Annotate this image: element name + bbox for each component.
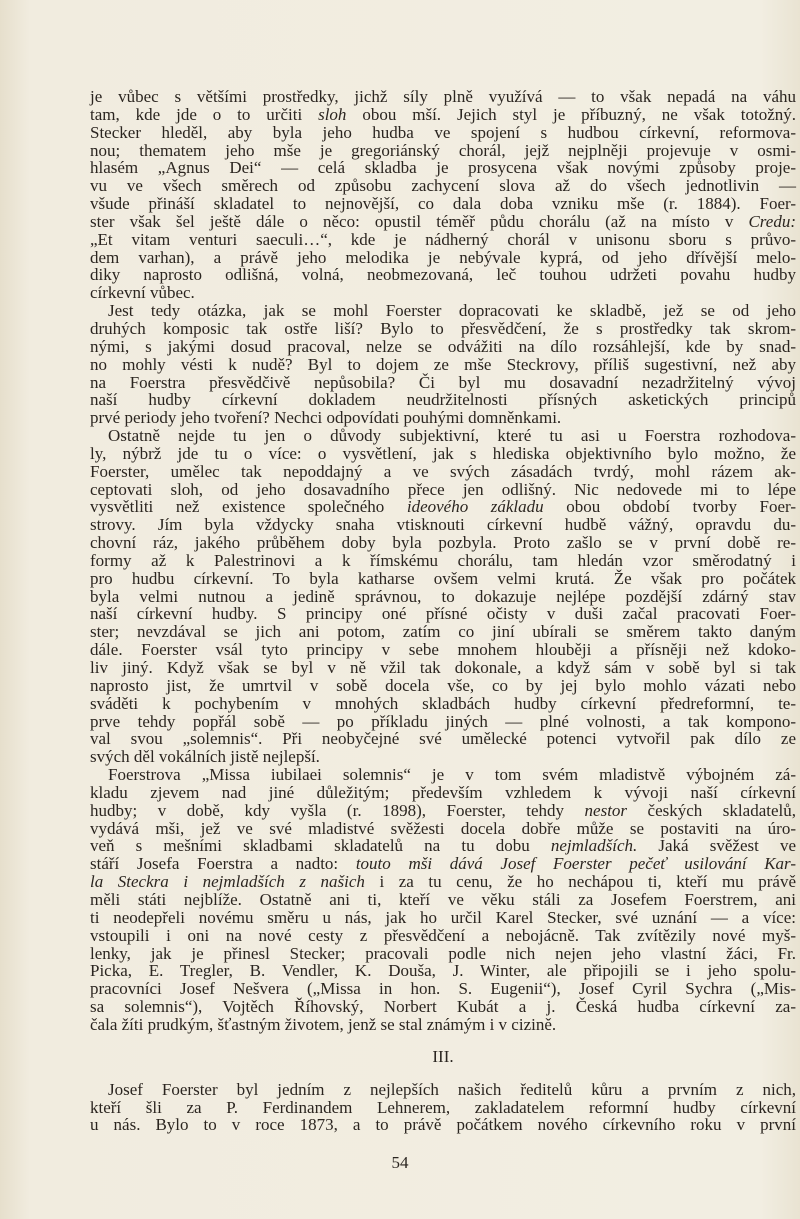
text-line bbox=[90, 623, 796, 641]
text-line bbox=[90, 338, 796, 356]
text-segment: formy až k Palestrinovi a k římskému chorálu, tam hledán vzor směrodatný i bbox=[90, 550, 796, 570]
paragraph bbox=[90, 427, 796, 766]
text-segment: druhých komposic tak ostře liší? Bylo to přesvědčení, že s prostředky tak skrom- bbox=[90, 318, 796, 338]
italic-text: Credu: bbox=[748, 211, 796, 231]
text-line bbox=[90, 391, 796, 409]
text-segment: vu ve všech směrech od způsobu zachycení slova až do všech jednotlivin — bbox=[90, 176, 796, 196]
text-segment: ster však šel ještě dále o něco: opustil téměř půdu chorálu (až na místo v bbox=[90, 211, 749, 231]
text-line bbox=[90, 516, 796, 534]
text-line bbox=[90, 962, 796, 980]
text-line bbox=[90, 231, 796, 249]
text-line bbox=[90, 177, 796, 195]
text-segment: hlasém „Agnus Dei“ — celá skladba je prosycena však novými způsoby proje- bbox=[90, 158, 796, 178]
text-line bbox=[90, 159, 796, 177]
text-line bbox=[90, 873, 796, 891]
text-segment: naší církevní hudby. S principy oné přísné očisty v duši začal pracovati Foer- bbox=[90, 604, 796, 624]
text-segment: ly, nýbrž jde tu o více: o vysvětlení, jak s hlediska objektivního bylo možno, že bbox=[90, 443, 796, 463]
page-number: 54 bbox=[391, 1153, 409, 1172]
text-segment: Jaká svěžest ve bbox=[637, 836, 797, 856]
text-segment: val svou „solemnis“. Při neobyčejné své umělecké potenci vytvořil pak dílo ze bbox=[90, 729, 796, 749]
text-segment: všude přináší skladatel to nejnovější, co dala doba vzniku mše (r. 1884). Foer- bbox=[90, 194, 796, 214]
text-line bbox=[90, 588, 796, 606]
italic-text: touto mši dává Josef Foerster pečeť usilování Kar- bbox=[355, 854, 796, 874]
text-line bbox=[90, 284, 796, 302]
text-segment: ti neodepřeli novému směru u nás, jak ho určil Karel Stecker, své uznání — a více: bbox=[90, 907, 796, 927]
text-line bbox=[90, 802, 796, 820]
text-line bbox=[90, 249, 796, 267]
text-segment: obou mší. Jejich styl je příbuzný, ne však totožný. bbox=[346, 104, 796, 124]
text-line bbox=[90, 1099, 796, 1117]
text-line bbox=[90, 534, 796, 552]
text-line bbox=[90, 124, 796, 142]
text-line bbox=[90, 730, 796, 748]
text-line bbox=[90, 374, 796, 392]
text-line bbox=[90, 88, 796, 106]
text-line bbox=[90, 837, 796, 855]
italic-text: nestor bbox=[584, 800, 628, 820]
italic-text: la Steckra i nejmladších z našich bbox=[90, 872, 365, 892]
text-segment: Stecker hleděl, aby byla jeho hudba ve spojení s hudbou církevní, reformova- bbox=[90, 122, 796, 142]
text-segment: Picka, E. Tregler, B. Vendler, K. Douša, J. Winter, ale připojili se i jeho spolu- bbox=[90, 961, 796, 981]
text-line bbox=[90, 320, 796, 338]
text-segment: čala žíti prudkým, šťastným životem, jenž se stal známým i v cizině. bbox=[90, 1014, 557, 1034]
text-segment: církevní vůbec. bbox=[90, 283, 195, 303]
text-segment: svých děl vokálních jistě nejlepší. bbox=[90, 747, 320, 767]
italic-text: ideového základu bbox=[406, 497, 544, 517]
text-segment: vstoupili i oni na nové cesty z přesvědčení a nebojácně. Tak zvítězily nové myš- bbox=[90, 925, 796, 945]
text-segment: kladu zjevem nad jiné důležitým; především vzhledem k vývoji naší církevní bbox=[90, 782, 796, 802]
section-paragraphs bbox=[90, 1081, 796, 1135]
text-segment: stáří Josefa Foerstra a nadto: bbox=[90, 854, 356, 874]
text-segment: lenky, jak je přinesl Stecker; pracovali podle nich nejen jeho vlastní žáci, Fr. bbox=[90, 943, 796, 963]
text-line bbox=[90, 195, 796, 213]
text-segment: nými, s jakými dosud pracoval, nelze se odvážiti na dílo rozsáhlejší, kde by snad- bbox=[90, 336, 796, 356]
text-line bbox=[90, 659, 796, 677]
text-line bbox=[90, 463, 796, 481]
text-line bbox=[90, 766, 796, 784]
text-segment: hudby; v době, kdy vyšla (r. 1898), Foerster, tehdy bbox=[90, 800, 585, 820]
text-segment: u nás. Bylo to v roce 1873, a to právě počátkem nového církevního roku v první bbox=[90, 1115, 796, 1135]
text-segment: byla velmi nutnou a jedině správnou, to dokazuje nejlépe pozdější zdárný stav bbox=[90, 586, 796, 606]
text-line bbox=[90, 445, 796, 463]
text-line bbox=[90, 855, 796, 873]
text-line bbox=[90, 356, 796, 374]
text-segment: veň s mešními skladbami skladatelů na tu dobu bbox=[90, 836, 551, 856]
text-segment: vysvětliti než existence společného bbox=[90, 497, 407, 517]
text-line bbox=[90, 695, 796, 713]
paragraph bbox=[90, 88, 796, 302]
text-line bbox=[90, 1016, 796, 1034]
paragraph bbox=[90, 1081, 796, 1135]
text-segment: strovy. Jím byla vždycky snaha vtisknouti církevní hudbě vážný, opravdu du- bbox=[90, 515, 796, 535]
text-segment: pro hudbu církevní. To byla katharse ovšem velmi krutá. Že však pro počátek bbox=[90, 568, 796, 588]
text-segment: nou; thematem jeho mše je gregoriánský chorál, jejž nejplněji projevuje v osmi- bbox=[90, 140, 796, 160]
text-segment: pracovníci Josef Nešvera („Missa in hon. S. Eugenii“), Josef Cyril Sychra („Mis- bbox=[90, 979, 796, 999]
text-segment: je vůbec s většími prostředky, jichž síly plně využívá — to však nepadá na váhu bbox=[90, 87, 796, 106]
text-segment: obou období tvorby Foer- bbox=[543, 497, 796, 517]
text-segment: dem varhan), a právě jeho melodika je nebývale kyprá, od jeho dřívější melo- bbox=[90, 247, 796, 267]
text-line bbox=[90, 481, 796, 499]
text-line bbox=[90, 927, 796, 945]
section-heading: III. bbox=[432, 1046, 454, 1066]
text-line bbox=[90, 302, 796, 320]
text-segment: Ostatně nejde tu jen o důvody subjektivní, které tu asi u Foerstra rozhodova- bbox=[108, 426, 796, 446]
text-line bbox=[90, 427, 796, 445]
text-segment: na Foerstra přesvědčivě nepůsobila? Či byl mu dosavadní nezadržitelný vývoj bbox=[90, 372, 796, 392]
text-segment: sváděti k pochybením v mnohých skladbách hudby církevní předreformní, te- bbox=[90, 693, 796, 713]
text-line bbox=[90, 945, 796, 963]
text-line bbox=[90, 570, 796, 588]
text-segment: Foerster, umělec tak nepoddajný a ve svých zásadách tvrdý, mohl rázem ak- bbox=[90, 461, 796, 481]
text-segment: českých skladatelů, bbox=[627, 800, 796, 820]
text-line bbox=[90, 980, 796, 998]
text-line bbox=[90, 409, 796, 427]
text-segment: prvé periody jeho tvoření? Nechci odpovídati pouhými domněnkami. bbox=[90, 408, 562, 428]
text-line bbox=[90, 820, 796, 838]
text-segment: ster; nevzdával se jich ani potom, zatím co jiní ubírali se směrem takto daným bbox=[90, 622, 796, 642]
paragraph bbox=[90, 302, 796, 427]
text-segment: prve tehdy popřál sobě — po příkladu jiných — plné volnosti, a tak kompono- bbox=[90, 711, 796, 731]
text-segment: Jest tedy otázka, jak se mohl Foerster dopracovati ke skladbě, jež se od jeho bbox=[108, 301, 796, 321]
text-line bbox=[90, 998, 796, 1016]
text-line bbox=[90, 784, 796, 802]
text-line bbox=[90, 909, 796, 927]
text-segment: no mohly vésti k nudě? Byl to dojem ze mše Steckrovy, příliš sugestivní, než aby bbox=[90, 354, 796, 374]
text-segment: dále. Foerster vsál tyto principy v sebe mnohem hlouběji a přísněji než kdoko- bbox=[90, 640, 796, 660]
text-segment: i za tu cenu, že ho nechápou ti, kteří mu právě bbox=[364, 872, 796, 892]
text-line bbox=[90, 641, 796, 659]
text-line bbox=[90, 106, 796, 124]
text-line bbox=[90, 713, 796, 731]
text-line bbox=[90, 891, 796, 909]
text-line bbox=[90, 498, 796, 516]
text-segment: Foerstrova „Missa iubilaei solemnis“ je v tom svém mladistvě výbojném zá- bbox=[108, 765, 796, 785]
text-segment: tam, kde jde o to určiti bbox=[90, 104, 319, 124]
italic-text: nejmladších. bbox=[550, 836, 638, 856]
text-line bbox=[90, 266, 796, 284]
text-line bbox=[90, 677, 796, 695]
text-segment: kteří šli za P. Ferdinandem Lehnerem, zakladatelem reformní hudby církevní bbox=[90, 1097, 796, 1117]
paragraph bbox=[90, 766, 796, 1034]
text-segment: Josef Foerster byl jedním z nejlepších našich ředitelů kůru a prvním z nich, bbox=[108, 1079, 796, 1099]
text-line bbox=[90, 552, 796, 570]
text-segment: sa solemnis“), Vojtěch Říhovský, Norbert Kubát a j. Česká hudba církevní za- bbox=[90, 997, 796, 1017]
body-text bbox=[90, 88, 796, 1134]
text-segment: naprosto jist, že umrtvil v sobě docela vše, co by jej bylo mohlo vázati nebo bbox=[90, 675, 796, 695]
text-line bbox=[90, 1116, 796, 1134]
italic-text: sloh bbox=[318, 104, 347, 124]
text-segment: chovní ráz, jakého průběhem doby byla pozbyla. Proto zašlo se v první době re- bbox=[90, 533, 796, 553]
text-segment: „Et vitam venturi saeculi…“, kde je nádherný chorál v unisonu sboru s průvo- bbox=[90, 229, 796, 249]
text-line bbox=[90, 213, 796, 231]
paragraphs bbox=[90, 88, 796, 1034]
text-segment: ceptovati sloh, od jeho dosavadního přece jen odlišný. Nic nedovede mi to lépe bbox=[90, 479, 796, 499]
text-segment: naší hudby církevní dokladem neudržitelnosti přísných asketických principů bbox=[90, 390, 796, 410]
text-segment: liv jiný. Když však se byl v ně vžil tak dokonale, a když sám v sobě byl si tak bbox=[90, 658, 796, 677]
text-line bbox=[90, 605, 796, 623]
text-segment: měli státi nejblíže. Ostatně ani ti, kteří ve věku stáli za Josefem Foerstrem, ani bbox=[90, 889, 796, 909]
text-segment: diky naprosto odlišná, volná, neobmezovaná, leč touhou udržeti povahu hudby bbox=[90, 265, 796, 285]
text-line bbox=[90, 1081, 796, 1099]
text-line bbox=[90, 142, 796, 160]
text-segment: vydává mši, jež ve své mladistvé svěžesti docela dobře může se postaviti na úro- bbox=[90, 818, 796, 838]
text-line bbox=[90, 748, 796, 766]
